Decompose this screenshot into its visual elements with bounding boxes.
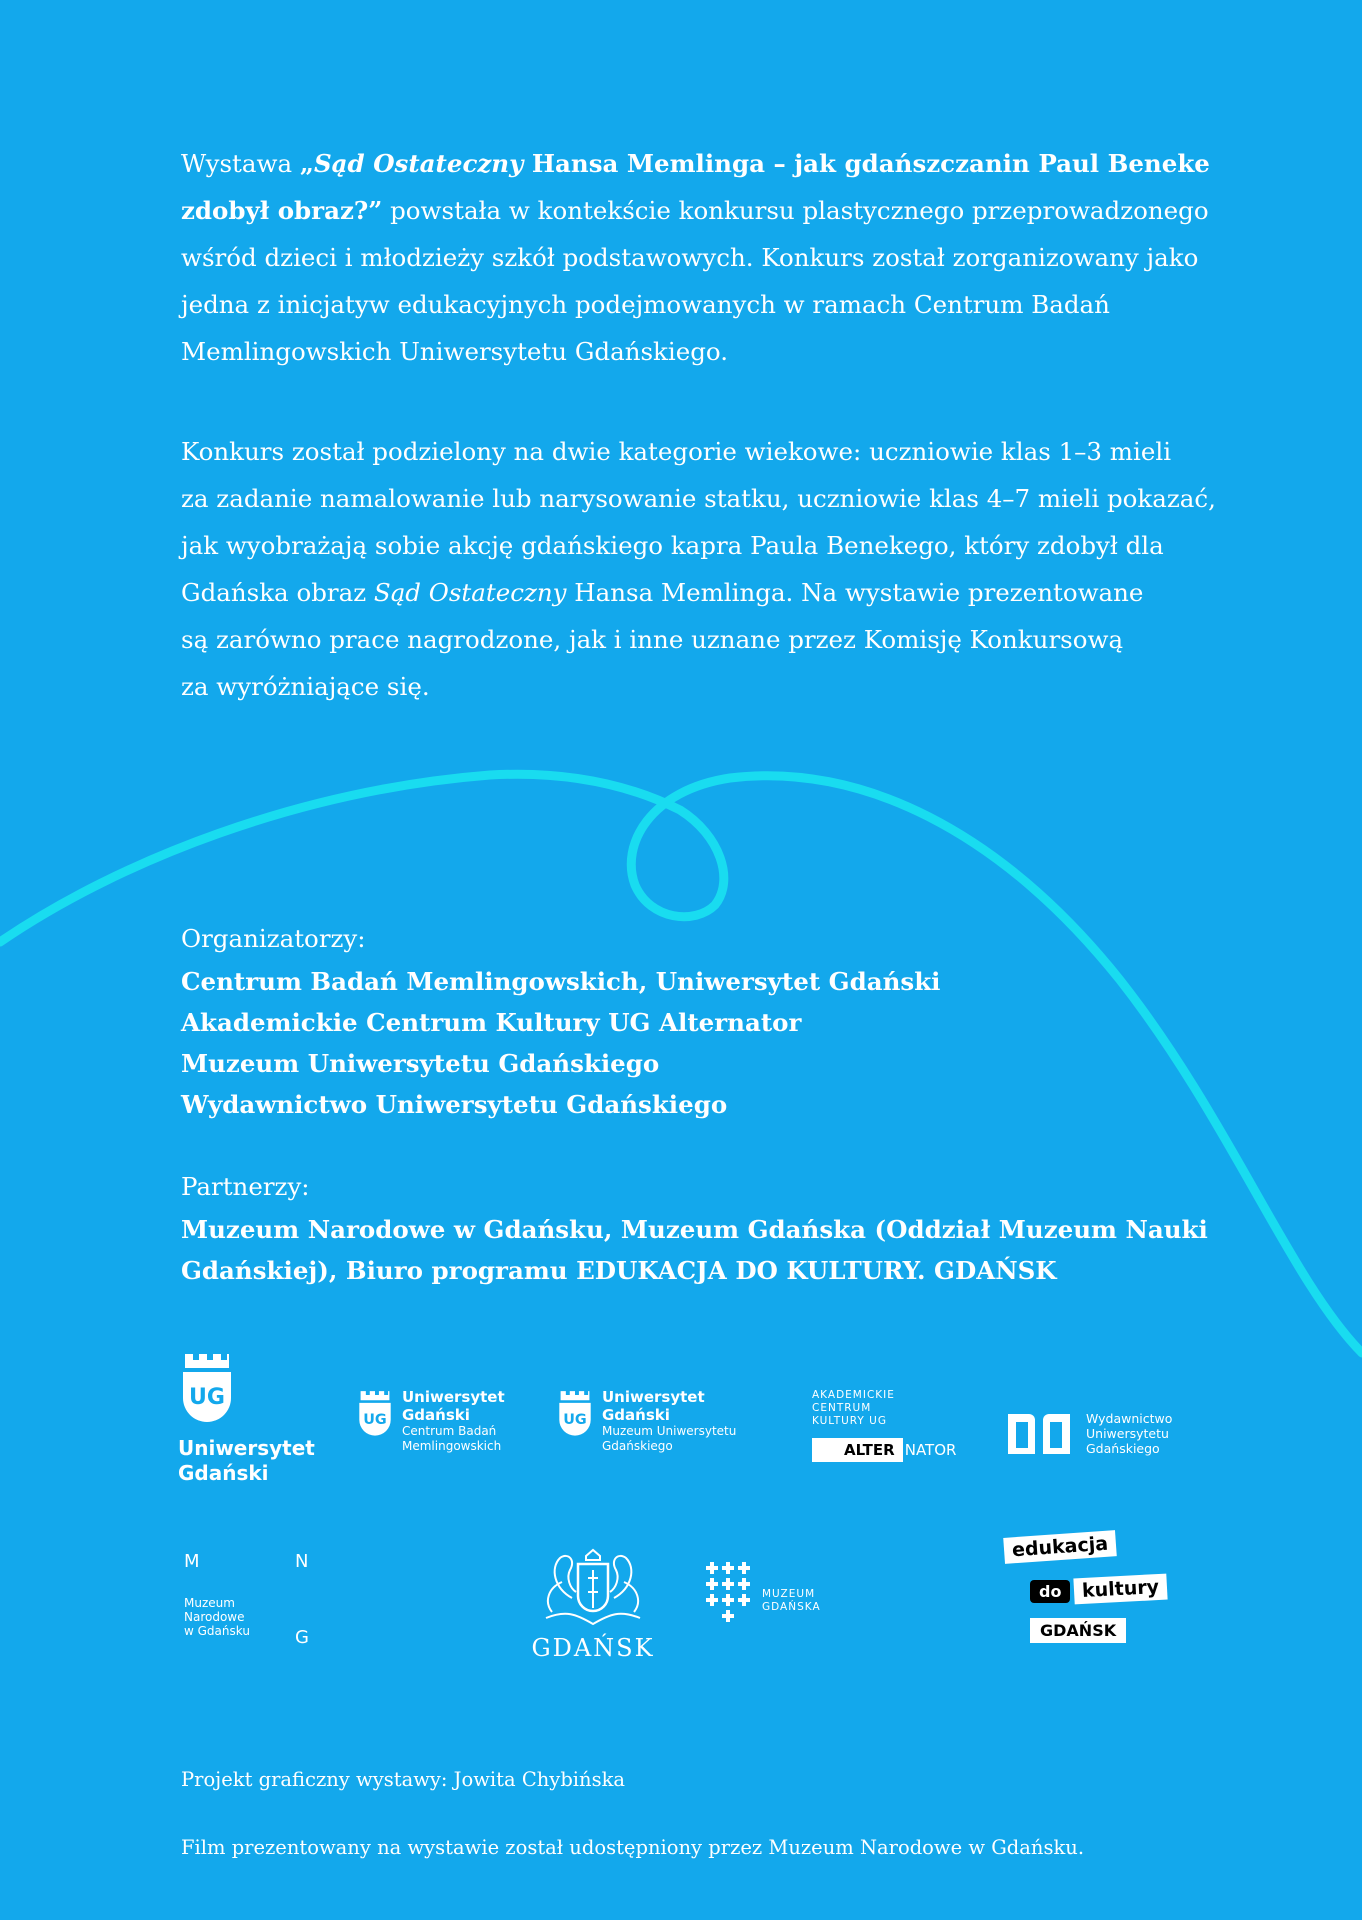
logo-mg-line-1: MUZEUM bbox=[762, 1588, 816, 1600]
contest-line-4 bbox=[181, 569, 1261, 616]
quote-open: „ bbox=[299, 149, 314, 178]
logo-edu-word-1: edukacja bbox=[1003, 1530, 1117, 1564]
ug-crest-icon bbox=[181, 1352, 233, 1426]
contest-line-3: jak wyobrażają sobie akcję gdańskiego kapra Paula Benekego, który zdobył dla bbox=[181, 531, 1164, 560]
logo-mg-line-2: GDAŃSKA bbox=[762, 1601, 821, 1613]
intro-prefix: Wystawa bbox=[181, 149, 300, 178]
intro-paragraph bbox=[181, 140, 1261, 375]
contest-title-italic: Sąd Ostateczny bbox=[373, 578, 567, 607]
organizer-item: Wydawnictwo Uniwersytetu Gdańskiego bbox=[181, 1090, 728, 1119]
logo-mng-line-2: Narodowe bbox=[184, 1610, 245, 1624]
logo-wydawnictwo bbox=[1006, 1408, 1172, 1458]
logo-museum-line-2: Gdański bbox=[602, 1406, 670, 1424]
title-italic: Sąd Ostateczny bbox=[313, 149, 524, 178]
logo-wyd-line-2: Uniwersytetu bbox=[1086, 1425, 1169, 1441]
gdansk-coat-of-arms-icon bbox=[522, 1548, 664, 1632]
title-rest: Hansa Memlinga – jak gdańszczanin Paul Beneke bbox=[523, 149, 1210, 178]
logo-cbm-line-1: Uniwersytet bbox=[402, 1388, 505, 1406]
organizers-label: Organizatorzy: bbox=[181, 924, 366, 953]
logo-museum-line-1: Uniwersytet bbox=[602, 1388, 705, 1406]
logo-edu-word-4: GDAŃSK bbox=[1030, 1618, 1126, 1643]
logo-ug-line-2: Gdański bbox=[178, 1461, 269, 1485]
partners-section bbox=[181, 1164, 1261, 1291]
logo-cbm-line-2: Gdański bbox=[402, 1406, 470, 1424]
contest-line-4-post: Hansa Memlinga. Na wystawie prezentowane bbox=[566, 578, 1144, 607]
contest-line-1: Konkurs został podzielony na dwie kategorie wiekowe: uczniowie klas 1–3 mieli bbox=[181, 437, 1172, 466]
organizers-section bbox=[181, 916, 1261, 1125]
logo-wyd-line-3: Gdańskiego bbox=[1086, 1440, 1160, 1456]
design-credit: Projekt graficzny wystawy: Jowita Chybińska bbox=[181, 1768, 626, 1791]
logo-ug-muzeum bbox=[558, 1388, 736, 1454]
intro-line-2-rest: powstała w kontekście konkursu plastycznego przeprowadzonego bbox=[382, 196, 1209, 225]
title-quote bbox=[300, 149, 1210, 178]
organizer-item: Akademickie Centrum Kultury UG Alternator bbox=[181, 1008, 802, 1037]
crosses-grid-icon bbox=[706, 1560, 752, 1630]
logo-edukacja-do-kultury bbox=[1004, 1532, 1164, 1656]
logo-edu-word-2: do bbox=[1030, 1580, 1070, 1603]
svg-text:UG: UG bbox=[363, 1411, 387, 1428]
logo-mng-line-1: Muzeum bbox=[184, 1596, 235, 1610]
contest-line-6: za wyróżniające się. bbox=[181, 672, 430, 701]
logo-edu-word-3: kultury bbox=[1073, 1574, 1167, 1605]
logo-muzeum-gdanska bbox=[706, 1560, 821, 1630]
film-credit: Film prezentowany na wystawie został udostępniony przez Muzeum Narodowe w Gdańsku. bbox=[181, 1836, 1085, 1859]
logo-alt-line-1: AKADEMICKIE bbox=[812, 1389, 895, 1401]
partners-label: Partnerzy: bbox=[181, 1172, 310, 1201]
intro-line-4: jedna z inicjatyw edukacyjnych podejmowanych w ramach Centrum Badań bbox=[181, 290, 1110, 319]
logo-mng-g: G bbox=[295, 1627, 309, 1648]
partners-line-2: Gdańskiej), Biuro programu EDUKACJA DO KULTURY. GDAŃSK bbox=[181, 1256, 1057, 1285]
partners-line-1: Muzeum Narodowe w Gdańsku, Muzeum Gdańska (Oddział Muzeum Nauki bbox=[181, 1215, 1208, 1244]
intro-line-3: wśród dzieci i młodzieży szkół podstawowych. Konkurs został zorganizowany jako bbox=[181, 243, 1199, 272]
intro-line-1 bbox=[181, 140, 1261, 187]
logo-uniwersytet-gdanski bbox=[178, 1352, 315, 1486]
logo-wyd-line-1: Wydawnictwo bbox=[1086, 1410, 1173, 1426]
contest-line-5: są zarówno prace nagrodzone, jak i inne uznane przez Komisję Konkursową bbox=[181, 625, 1124, 654]
logo-mng-m: M bbox=[184, 1551, 200, 1572]
logo-museum-sub-2: Gdańskiego bbox=[602, 1439, 673, 1453]
organizer-item: Muzeum Uniwersytetu Gdańskiego bbox=[181, 1049, 660, 1078]
logo-cbm-sub-1: Centrum Badań bbox=[402, 1424, 497, 1438]
organizer-item: Centrum Badań Memlingowskich, Uniwersytet Gdański bbox=[181, 967, 941, 996]
logo-alt-line-3: KULTURY UG bbox=[812, 1415, 887, 1427]
ug-crest-icon bbox=[358, 1388, 392, 1440]
logo-alternator bbox=[812, 1389, 956, 1462]
title-end: zdobył obraz?” bbox=[181, 196, 383, 225]
logo-alt-line-2: CENTRUM bbox=[812, 1402, 872, 1414]
contest-line-2: za zadanie namalowanie lub narysowanie statku, uczniowie klas 4–7 mieli pokazać, bbox=[181, 484, 1216, 513]
logo-alter-word: ALTER bbox=[812, 1438, 903, 1462]
logo-gdansk-name: GDAŃSK bbox=[531, 1634, 655, 1662]
logo-museum-sub-1: Muzeum Uniwersytetu bbox=[602, 1424, 737, 1438]
intro-line-2 bbox=[181, 187, 1261, 234]
contest-paragraph bbox=[181, 428, 1261, 710]
logo-mng-n: N bbox=[295, 1551, 309, 1572]
svg-text:UG: UG bbox=[563, 1411, 587, 1428]
logo-ug-line-1: Uniwersytet bbox=[178, 1436, 315, 1460]
logo-gdansk-city bbox=[522, 1548, 664, 1662]
intro-line-5: Memlingowskich Uniwersytetu Gdańskiego. bbox=[181, 337, 729, 366]
contest-line-4-pre: Gdańska obraz bbox=[181, 578, 374, 607]
svg-text:UG: UG bbox=[189, 1385, 225, 1410]
logo-muzeum-narodowe bbox=[184, 1551, 324, 1659]
ug-crest-icon bbox=[558, 1388, 592, 1440]
logo-ug-centrum-badan bbox=[358, 1388, 505, 1454]
logo-nator-word: NATOR bbox=[904, 1441, 957, 1459]
logo-mng-line-3: w Gdańsku bbox=[184, 1624, 250, 1638]
logo-cbm-sub-2: Memlingowskich bbox=[402, 1439, 502, 1453]
open-book-icon bbox=[1006, 1408, 1072, 1458]
